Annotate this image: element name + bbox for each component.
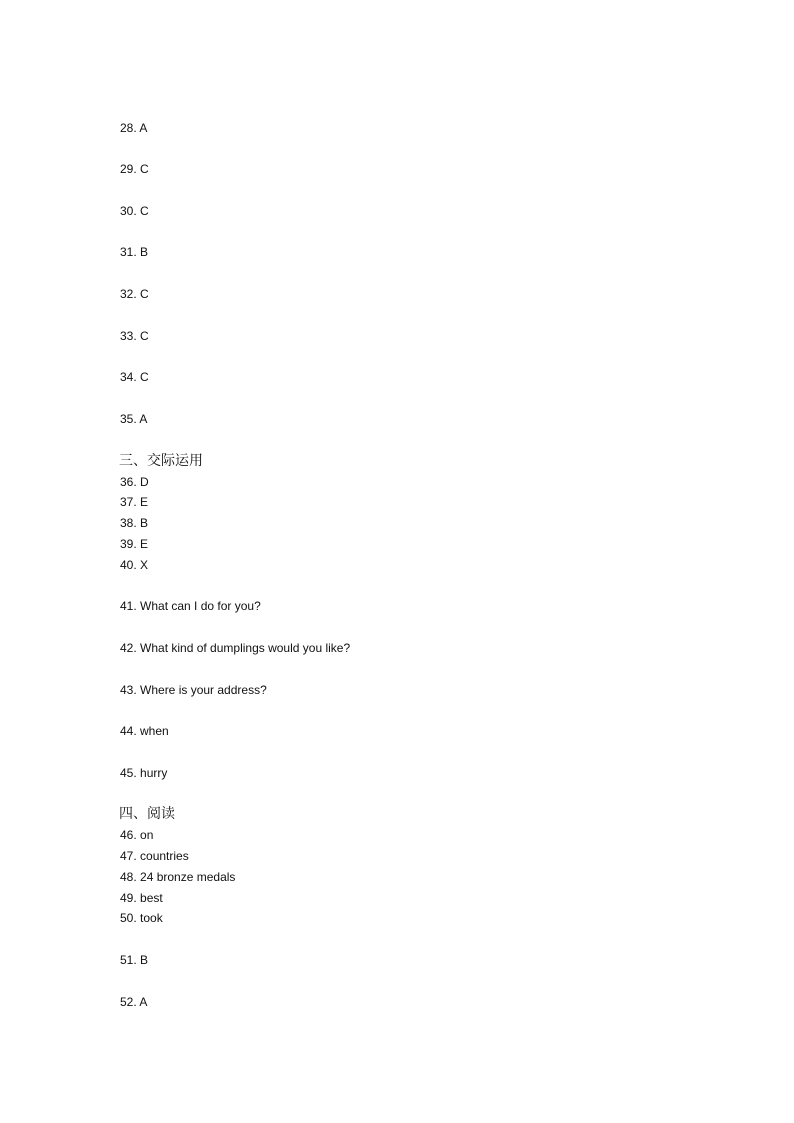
answer-50: 50. took [120,911,163,925]
answer-36: 36. D [120,475,149,489]
answer-37: 37. E [120,495,149,509]
section-heading-communication: 三、交际运用 [119,453,203,469]
answer-38: 38. B [120,516,149,530]
answer-40: 40. X [120,558,149,572]
answer-34: 34. C [120,370,149,384]
answer-31: 31. B [120,245,149,259]
answer-30: 30. C [120,204,149,218]
answer-44: 44. when [120,724,169,738]
answer-33: 33. C [120,329,149,343]
answer-46: 46. on [120,828,154,842]
answer-47: 47. countries [120,849,189,863]
answer-52: 52. A [120,995,148,1009]
answer-28: 28. A [120,121,148,135]
answer-48: 48. 24 bronze medals [120,870,236,884]
answer-35: 35. A [120,412,148,426]
answer-45: 45. hurry [120,766,168,780]
answer-41: 41. What can I do for you? [120,599,261,613]
answer-32: 32. C [120,287,149,301]
answer-49: 49. best [120,891,163,905]
answer-51: 51. B [120,953,149,967]
answer-39: 39. E [120,537,149,551]
answer-43: 43. Where is your address? [120,683,267,697]
answer-42: 42. What kind of dumplings would you like? [120,641,351,655]
answer-29: 29. C [120,162,149,176]
section-heading-reading: 四、阅读 [119,806,175,822]
